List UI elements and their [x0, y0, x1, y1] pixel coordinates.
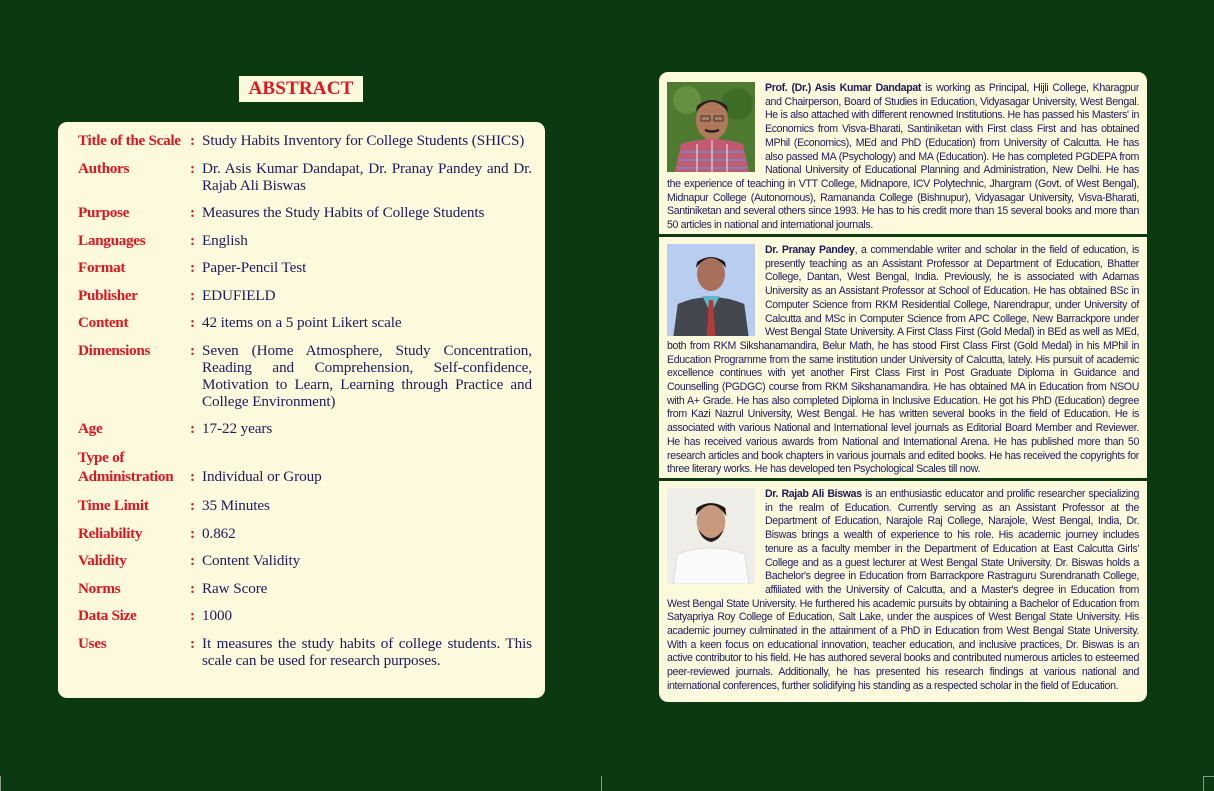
- field-time-limit: [78, 497, 532, 514]
- field-colon: :: [190, 552, 196, 569]
- field-value: 0.862: [202, 524, 236, 542]
- field-label: Norms: [78, 579, 121, 597]
- field-label: [78, 448, 190, 487]
- field-data-size: [78, 607, 532, 624]
- field-purpose: [78, 204, 532, 221]
- author-bio-dandapat: [659, 82, 1147, 233]
- field-label: Reliability: [78, 524, 143, 542]
- field-label: Publisher: [78, 286, 138, 304]
- field-validity: [78, 552, 532, 569]
- field-value: 35 Minutes: [202, 497, 270, 514]
- author-photo-icon: [667, 244, 755, 336]
- field-content: [78, 314, 532, 331]
- crop-mark-right: [1203, 776, 1204, 791]
- abstract-card: [58, 122, 545, 698]
- field-reliability: [78, 525, 532, 542]
- field-value: EDUFIELD: [202, 286, 276, 304]
- field-colon: :: [190, 634, 196, 652]
- field-label: Uses: [78, 634, 107, 652]
- crop-mark-left: [0, 776, 1, 791]
- field-colon: :: [190, 231, 196, 249]
- field-label-line1: Type of: [78, 448, 125, 466]
- crop-mark-center: [601, 776, 602, 791]
- field-colon: :: [190, 468, 196, 485]
- author-bio-text: is an enthusiastic educator and prolific researcher specializing in the realm of Education. Currently serving as an Assistant Professor at the Department of Education, Narajole Raj College, Narajole, West Bengal, India, Dr. Biswas brings a wealth of experience to his role. His academic journey includes tenure as a faculty member in the Department of Education at East Calcutta Girls' College and as a guest lecturer at West Bengal State University. Dr. Biswas holds a Bachelor's degree in Education from Barrackpore Rastraguru Surendranath College, affiliated with the University of Calcutta, and a Master's degree in Education from West Bengal State University. He furthered his academic pursuits by obtaining a Bachelor of Education from Satyapriya Roy College of Education, Salt Lake, under the auspices of West Bengal State University. His academic journey culminated in the attainment of a PhD in Education from West Bengal State University. With a keen focus on educational innovation, teacher education, and inclusive practices, Dr. Biswas is an active contributor to his field. He has authored several books and contributed numerous articles to esteemed peer-reviewed journals. Additionally, he has presented his research findings at various national and international conferences, further solidifying his standing as a respected scholar in the field of Education.: [667, 488, 1139, 692]
- author-name: Prof. (Dr.) Asis Kumar Dandapat: [765, 82, 922, 94]
- field-value: Paper-Pencil Test: [202, 259, 307, 276]
- field-value: Individual or Group: [202, 468, 322, 485]
- crop-mark-right-horizontal: [1203, 776, 1214, 777]
- field-label: Content: [78, 314, 129, 331]
- author-bios-card: [659, 72, 1147, 702]
- field-label: Validity: [78, 552, 127, 569]
- field-label: Languages: [78, 231, 146, 249]
- field-label: Data Size: [78, 607, 137, 624]
- field-value: 1000: [202, 607, 232, 624]
- field-type-of-administration: [78, 448, 532, 487]
- author-name: Dr. Pranay Pandey: [765, 244, 855, 256]
- field-colon: :: [190, 132, 196, 149]
- field-label-line2: Administration: [78, 468, 174, 485]
- field-value: English: [202, 231, 248, 249]
- author-bio-text: , a commendable writer and scholar in the field of education, is presently teaching as an Assistant Professor at Department of Education, Bhatter College, Dantan, West Bengal, India. Previously, he is associated with Adamas University as an Assistant Professor at School of Education. He has obtained BSc in Computer Science from RKM Residential College, Narendrapur, under University of Calcutta and MSc in Computer Science from APC College, New Barrackpore under West Bengal State University. A First Class First (Gold Medal) in BEd as well as MEd, both from RKM Sikshanamandira, Belur Math, he has stood First Class First (Gold Medal) in his MPhil in Education Programme from the same institution under University of Calcutta, lately. His pursuit of academic excellence continues with yet another First Class First in Post Graduate Diploma in Guidance and Counselling (PGDGC) course from RKM Sikshanamandira. He has obtained MA in Education from NSOU with A+ Grade. He has also completed Diploma in Inclusive Education. He got his PhD (Education) degree from Kazi Nazrul University, West Bengal. He has written several books in the field of Education. He is associated with various National and International level journals as Editorial Board Member and Reviewer. He has received various awards from National and International Arena. He has published more than 50 research articles and book chapters in various journals and edited books. He has received the copyrights for three literary works. He has developed ten Psychological Scales till now.: [667, 244, 1139, 476]
- field-colon: :: [190, 204, 196, 221]
- field-authors: [78, 160, 532, 194]
- field-colon: :: [190, 524, 196, 542]
- field-label: Dimensions: [78, 341, 151, 359]
- field-label: Purpose: [78, 204, 130, 221]
- author-bio-biswas: [659, 488, 1147, 694]
- field-languages: [78, 232, 532, 249]
- field-value: Raw Score: [202, 579, 268, 597]
- field-colon: :: [190, 497, 196, 514]
- field-value: 17-22 years: [202, 420, 273, 437]
- field-value: Content Validity: [202, 552, 301, 569]
- field-colon: :: [190, 259, 196, 276]
- field-label: Age: [78, 420, 103, 437]
- abstract-heading: ABSTRACT: [239, 76, 363, 102]
- field-uses: [78, 635, 532, 669]
- field-colon: :: [190, 420, 196, 437]
- field-title-of-scale: [78, 132, 532, 149]
- field-label: Authors: [78, 159, 130, 177]
- field-format: [78, 259, 532, 276]
- field-colon: :: [190, 579, 196, 597]
- field-colon: :: [190, 341, 196, 359]
- field-dimensions: [78, 342, 532, 410]
- author-bio-text: is working as Principal, Hijli College, Kharagpur and Chairperson, Board of Studies in Education, Vidyasagar University, West Bengal. He is also attached with different renowned Institutions. He has passed his Masters' in Economics from Visva-Bharati, Santiniketan with First class First and has obtained MPhil (Economics), MEd and PhD (Education) from University of Calcutta. He has also passed MA (Psychology) and MA (Education). He has completed PGDEPA from National University of Educational Planning and Administration, New Delhi. He has the experience of teaching in VTT College, Midnapore, ICV Polytechnic, Jhargram (Govt. of West Bengal), Midnapur College (Autonomous), Ramananda College (Bishnupur), Vidyasagar University, Visva-Bharati, Santiniketan and several others since 1993. He has to his credit more than 15 several books and more than 50 articles in national and international journals.: [667, 82, 1139, 232]
- author-name: Dr. Rajab Ali Biswas: [765, 488, 862, 500]
- field-value: It measures the study habits of college students. This scale can be used for research purposes.: [202, 634, 532, 669]
- author-bio-pandey: [659, 244, 1147, 477]
- field-label: Time Limit: [78, 497, 149, 514]
- field-age: [78, 420, 532, 437]
- field-colon: :: [190, 314, 196, 331]
- author-photo-icon: [667, 82, 755, 172]
- field-value: 42 items on a 5 point Likert scale: [202, 314, 402, 331]
- field-label: Format: [78, 259, 126, 276]
- field-colon: :: [190, 607, 196, 624]
- field-norms: [78, 580, 532, 597]
- field-colon: :: [190, 286, 196, 304]
- field-value: Study Habits Inventory for College Students (SHICS): [202, 132, 525, 149]
- field-value: Seven (Home Atmosphere, Study Concentration, Reading and Comprehension, Self-confidence, Motivation to Learn, Learning through Practice and College Environment): [202, 341, 532, 410]
- field-colon: :: [190, 159, 196, 177]
- section-divider: [659, 478, 1147, 481]
- author-photo-icon: [667, 488, 755, 584]
- field-label: Title of the Scale: [78, 132, 181, 149]
- field-value: Measures the Study Habits of College Students: [202, 204, 485, 221]
- field-publisher: [78, 287, 532, 304]
- field-value: Dr. Asis Kumar Dandapat, Dr. Pranay Pandey and Dr. Rajab Ali Biswas: [202, 159, 532, 194]
- section-divider: [659, 234, 1147, 237]
